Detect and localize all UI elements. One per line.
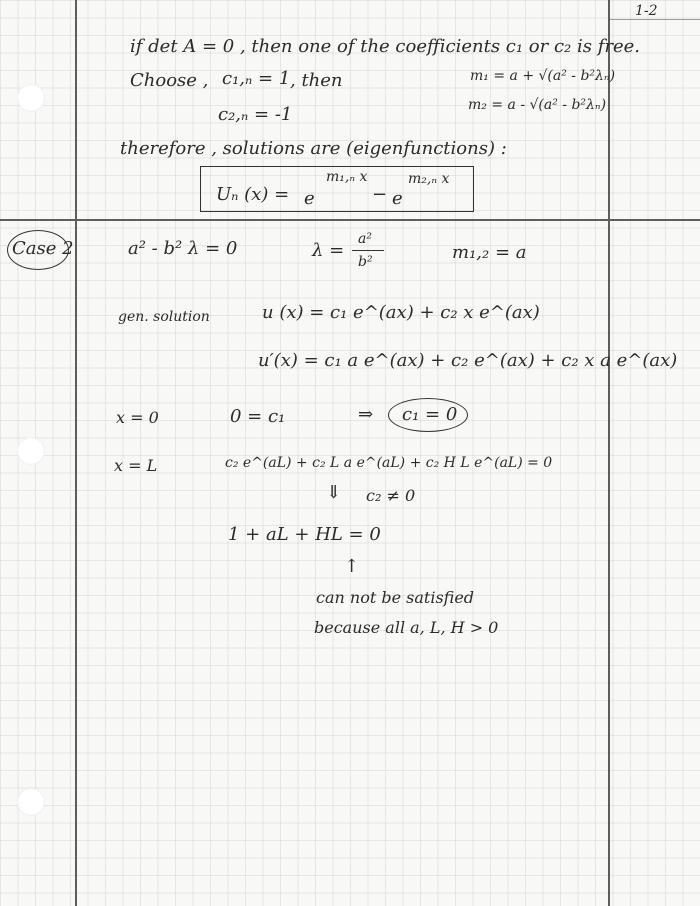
then-label: , then xyxy=(290,70,343,91)
header-rule xyxy=(608,19,700,20)
section-divider xyxy=(0,219,700,221)
bc-xL-label: x = L xyxy=(114,456,158,475)
down-arrow: ⇓ xyxy=(326,482,342,503)
bc-x0-label: x = 0 xyxy=(116,408,159,427)
c2-nonzero: c₂ ≠ 0 xyxy=(366,486,416,505)
right-margin-line xyxy=(608,0,610,906)
exp-base-2: e xyxy=(392,188,403,209)
m1-formula: m₁ = a + √(a² - b²λₙ) xyxy=(470,68,616,84)
case2-label: Case 2 xyxy=(12,238,74,259)
exp-base-1: e xyxy=(304,188,315,209)
c2-choice: c₂,ₙ = -1 xyxy=(218,104,293,125)
bc-xL-equation: c₂ e^(aL) + c₂ L a e^(aL) + c₂ H L e^(aL) = 0 xyxy=(225,455,553,471)
m2-formula: m₂ = a - √(a² - b²λₙ) xyxy=(468,97,607,113)
therefore-line: therefore , solutions are (eigenfunctions) : xyxy=(120,138,507,159)
note-line-2: because all a, L, H > 0 xyxy=(314,618,499,637)
derivative: u′(x) = c₁ a e^(ax) + c₂ e^(ax) + c₂ x a e^(ax) xyxy=(258,350,678,371)
choose-label: Choose , xyxy=(130,70,209,91)
double-root: m₁,₂ = a xyxy=(452,242,527,263)
minus-sign: − xyxy=(372,184,388,205)
lambda-eq: λ = xyxy=(312,240,345,261)
page-number: 1-2 xyxy=(635,3,658,19)
margin-line xyxy=(75,0,77,906)
implies-arrow: ⇒ xyxy=(358,404,374,425)
gen-solution-label: gen. solution xyxy=(118,309,210,325)
c1-zero-result: c₁ = 0 xyxy=(402,404,458,425)
eigenfunction-lhs: Uₙ (x) = xyxy=(216,184,290,205)
degenerate-condition: a² - b² λ = 0 xyxy=(128,238,238,259)
punch-hole-bottom xyxy=(17,788,45,816)
punch-hole-middle xyxy=(17,437,45,465)
punch-hole-top xyxy=(17,84,45,112)
c1-choice: c₁,ₙ = 1 xyxy=(222,68,291,89)
general-solution: u (x) = c₁ e^(ax) + c₂ x e^(ax) xyxy=(262,302,540,323)
exponent-1: m₁,ₙ x xyxy=(326,169,368,185)
condition-line: if det A = 0 , then one of the coefficients c₁ or c₂ is free. xyxy=(130,36,640,57)
lambda-numerator: a² xyxy=(358,231,372,247)
lambda-denominator: b² xyxy=(358,254,373,270)
final-equation: 1 + aL + HL = 0 xyxy=(228,524,381,545)
note-line-1: can not be satisfied xyxy=(316,588,475,607)
up-arrow: ↑ xyxy=(344,556,360,577)
bc-x0-equation: 0 = c₁ xyxy=(230,406,286,427)
fraction-bar xyxy=(352,250,384,251)
exponent-2: m₂,ₙ x xyxy=(408,171,450,187)
